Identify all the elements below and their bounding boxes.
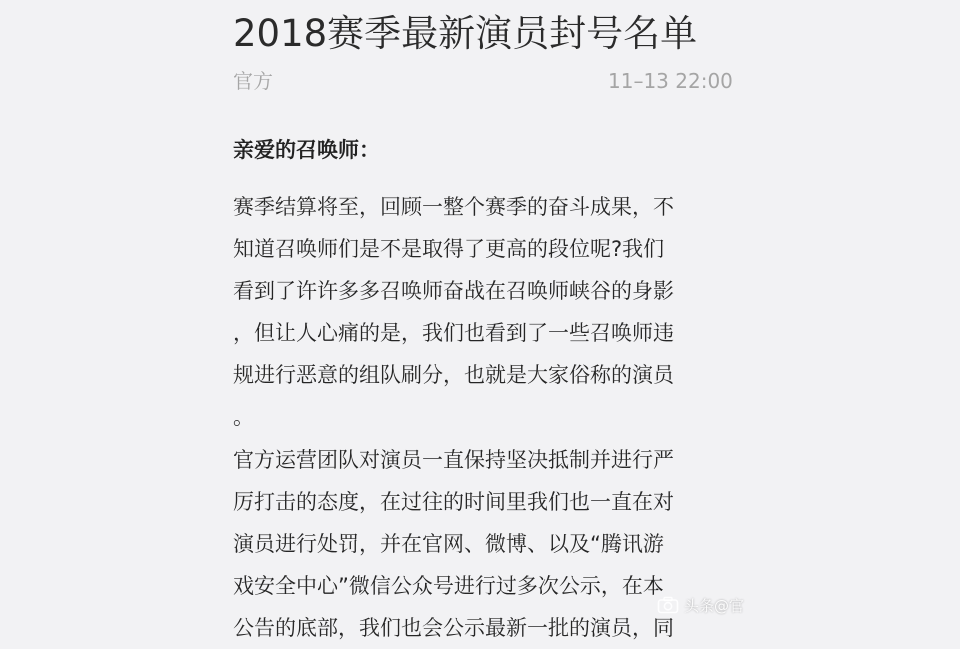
paragraph-line: ，但让人心痛的是，我们也看到了一些召唤师违	[233, 321, 674, 345]
paragraph-line: 看到了许许多多召唤师奋战在召唤师峡谷的身影	[233, 279, 674, 303]
article-paragraph-1	[233, 186, 674, 438]
paragraph-line: 规进行恶意的组队刷分，也就是大家俗称的演员	[233, 363, 674, 387]
paragraph-line: 厉打击的态度，在过往的时间里我们也一直在对	[233, 490, 674, 514]
paragraph-line: 赛季结算将至，回顾一整个赛季的奋斗成果，不	[233, 195, 674, 219]
article-title: 2018赛季最新演员封号名单	[233, 12, 698, 55]
source-watermark	[657, 594, 744, 616]
paragraph-line: 演员进行处罚，并在官网、微博、以及“腾讯游	[233, 532, 664, 556]
paragraph-line: 知道召唤师们是不是取得了更高的段位呢?我们	[233, 237, 665, 261]
paragraph-line: 。	[233, 405, 254, 429]
article-paragraph-2	[233, 439, 674, 649]
paragraph-line: 公告的底部，我们也会公示最新一批的演员，同	[233, 616, 674, 640]
paragraph-line: 官方运营团队对演员一直保持坚决抵制并进行严	[233, 448, 674, 472]
article-source[interactable]: 官方	[233, 69, 273, 93]
camera-logo-icon	[657, 596, 679, 614]
article-timestamp: 11–13 22:00	[608, 69, 733, 93]
watermark-text: 头条@官	[684, 596, 745, 615]
article-greeting: 亲爱的召唤师：	[233, 138, 380, 162]
paragraph-line: 戏安全中心”微信公众号进行过多次公示，在本	[233, 574, 664, 598]
